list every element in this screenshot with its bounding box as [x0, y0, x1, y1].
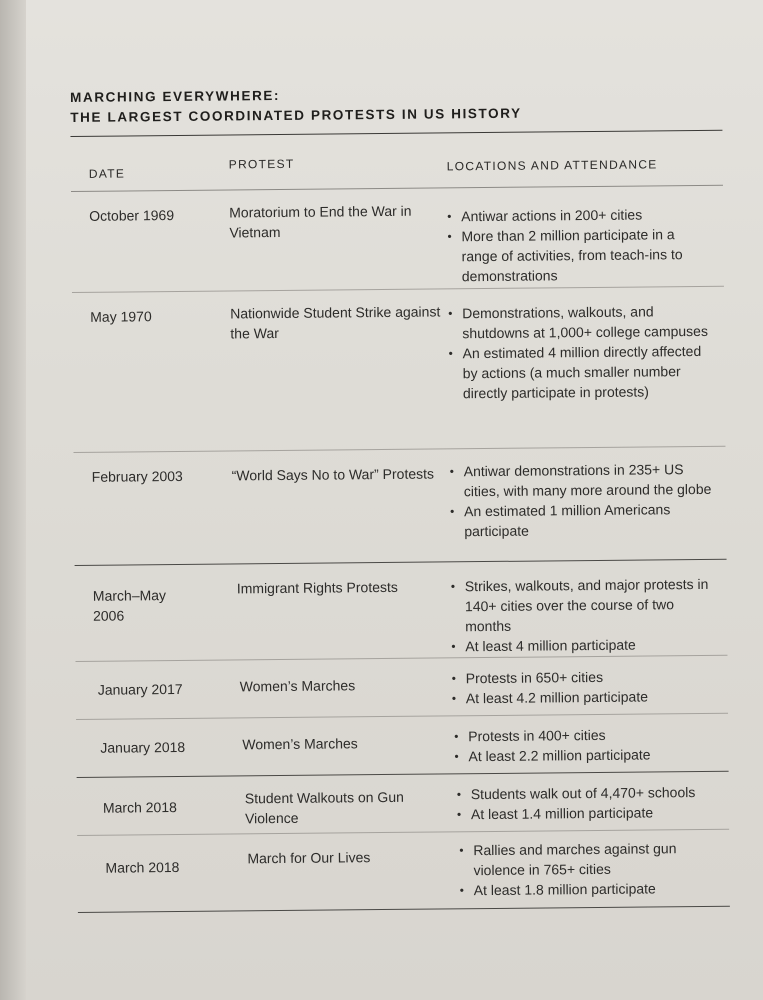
list-item: • Strikes, walkouts, and major protests in 140+ cities over the course of two months — [451, 574, 714, 637]
row-locations — [457, 782, 719, 825]
row-protest: Immigrant Rights Protests — [236, 578, 398, 597]
table-row — [76, 656, 729, 720]
list-item: • Rallies and marches against gun violence in 765+ cities — [459, 838, 721, 881]
table-row — [71, 186, 724, 293]
row-protest: Women’s Marches — [242, 735, 358, 753]
list-item: • At least 4.2 million participate — [452, 686, 714, 709]
title-line-2: THE LARGEST COORDINATED PROTESTS IN US HISTORY — [70, 105, 522, 125]
row-protest: “World Says No to War” Protests — [231, 465, 435, 484]
row-locations — [450, 459, 713, 542]
row-date: March 2018 — [102, 799, 177, 816]
table-row — [76, 714, 729, 778]
list-item: • Students walk out of 4,470+ schools — [457, 782, 719, 805]
table-row — [72, 287, 726, 453]
row-locations — [448, 301, 711, 404]
table-row — [75, 560, 728, 662]
row-date: May 1970 — [90, 308, 152, 325]
column-header-locations: LOCATIONS AND ATTENDANCE — [446, 157, 658, 174]
column-header-protest: PROTEST — [228, 156, 295, 172]
row-protest: Moratorium to End the War in Vietnam — [229, 202, 412, 241]
row-date: January 2018 — [100, 738, 186, 756]
row-protest: March for Our Lives — [247, 849, 371, 867]
row-date: March–May 2006 — [92, 587, 167, 624]
table-row — [74, 447, 727, 566]
row-date: February 2003 — [91, 467, 183, 485]
row-date: January 2017 — [97, 680, 183, 698]
list-item: • An estimated 1 million Americans participate — [450, 499, 712, 542]
row-protest: Nationwide Student Strike against the War — [230, 303, 441, 342]
protest-table-sheet — [70, 82, 730, 914]
table-row — [77, 830, 730, 914]
list-item: • At least 1.8 million participate — [460, 878, 722, 901]
row-locations — [454, 724, 716, 767]
list-item: • At least 1.4 million participate — [457, 802, 719, 825]
column-header-date: DATE — [88, 166, 126, 181]
row-date: March 2018 — [105, 858, 180, 876]
list-item: • At least 2.2 million participate — [454, 744, 716, 767]
table-header — [70, 131, 722, 191]
row-protest: Women’s Marches — [239, 677, 356, 695]
list-item: • Protests in 650+ cities — [452, 666, 714, 689]
row-locations — [447, 204, 710, 287]
list-item: • Antiwar demonstrations in 235+ US cities, with many more around the globe — [450, 459, 712, 502]
list-item: • More than 2 million participate in a range of activities, from teach-ins to demonstrations — [447, 224, 710, 287]
title-line-1: MARCHING EVERYWHERE: — [70, 87, 281, 105]
list-item: • At least 4 million participate — [451, 634, 713, 657]
row-date: October 1969 — [89, 207, 175, 224]
row-protest: Student Walkouts on Gun Violence — [244, 788, 404, 827]
list-item: • Antiwar actions in 200+ cities — [447, 204, 709, 227]
list-item: • Demonstrations, walkouts, and shutdowns at 1,000+ college campuses — [448, 301, 710, 344]
table-row — [77, 772, 730, 836]
row-locations — [459, 838, 722, 901]
list-item: • Protests in 400+ cities — [454, 724, 716, 747]
row-divider — [78, 906, 730, 913]
row-locations — [452, 666, 714, 709]
table-title — [70, 82, 722, 128]
list-item: • An estimated 4 million directly affected by actions (a much smaller number directly participate in protests) — [448, 341, 711, 404]
row-locations — [451, 574, 714, 657]
